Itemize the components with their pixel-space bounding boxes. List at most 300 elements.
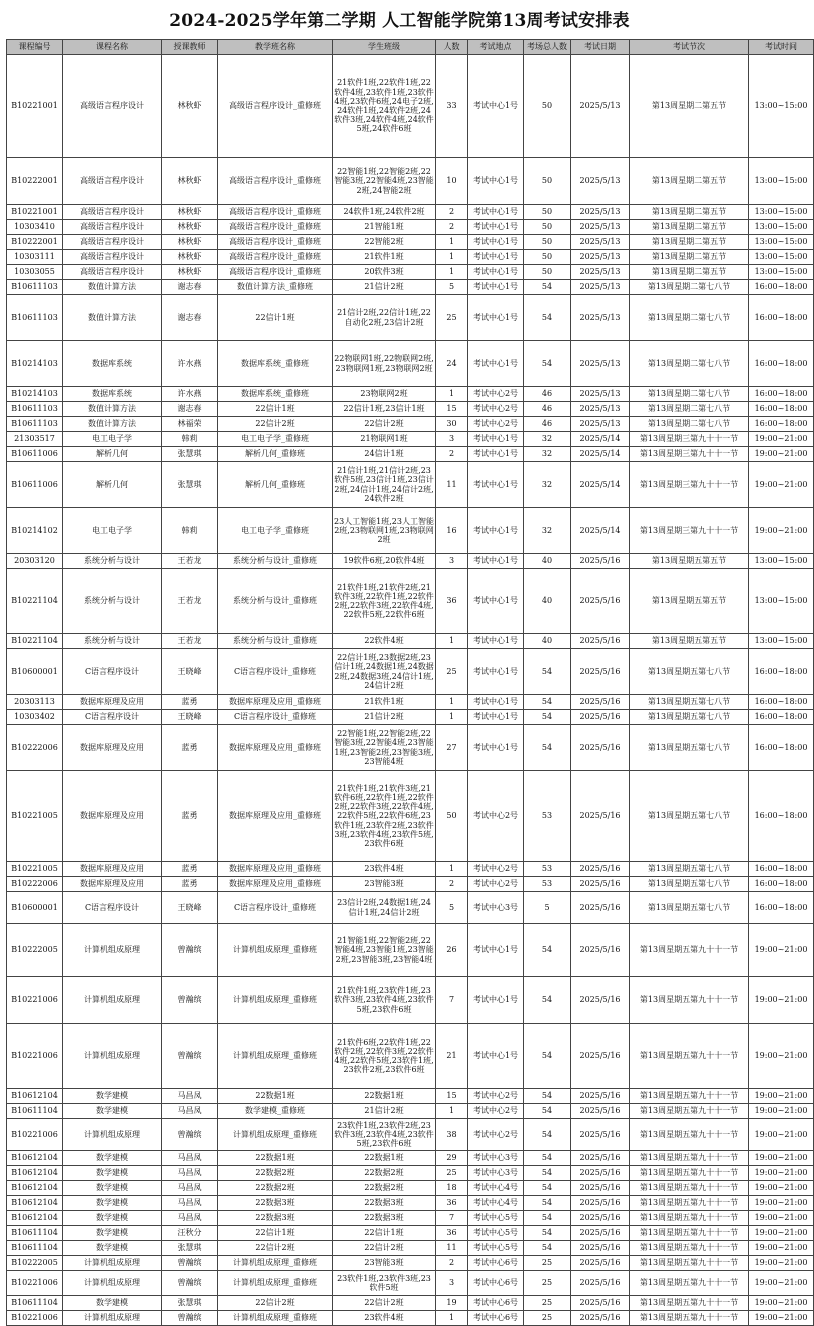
header-row <box>7 40 814 55</box>
cell-student-class: 23软件4班 <box>333 862 436 877</box>
cell-period: 第13周星期五第七八节 <box>630 649 749 695</box>
cell-count: 11 <box>436 1241 468 1256</box>
cell-time: 13:00~15:00 <box>749 554 814 569</box>
cell-student-class: 22智能2班 <box>333 235 436 250</box>
table-row <box>7 1181 814 1196</box>
cell-room-capacity: 54 <box>524 1024 571 1089</box>
cell-course-name: 数学建模 <box>63 1211 162 1226</box>
cell-teaching-class: 22信计1班 <box>218 295 333 341</box>
cell-time: 16:00~18:00 <box>749 417 814 432</box>
cell-count: 1 <box>436 695 468 710</box>
cell-date: 2025/5/16 <box>571 725 630 771</box>
cell-location: 考试中心2号 <box>468 1119 524 1151</box>
cell-course-name: 数学建模 <box>63 1226 162 1241</box>
cell-student-class: 21软件6班,22软件1班,22软件2班,22软件3班,22软件4班,22软件5班,23软件1班,23软件2班,23软件6班 <box>333 1024 436 1089</box>
cell-course-code: B10221005 <box>7 862 63 877</box>
cell-period: 第13周星期五第九十十一节 <box>630 1151 749 1166</box>
cell-course-code: B10611103 <box>7 417 63 432</box>
cell-time: 13:00~15:00 <box>749 569 814 634</box>
cell-student-class: 24信计1班 <box>333 447 436 462</box>
cell-period: 第13周星期五第九十十一节 <box>630 1119 749 1151</box>
cell-location: 考试中心1号 <box>468 220 524 235</box>
cell-teacher: 曾瀚缤 <box>162 924 218 977</box>
cell-count: 30 <box>436 417 468 432</box>
table-row <box>7 1256 814 1271</box>
cell-course-code: B10214102 <box>7 508 63 554</box>
cell-time: 19:00~21:00 <box>749 977 814 1024</box>
table-body <box>7 55 814 1326</box>
cell-teaching-class: 系统分析与设计_重修班 <box>218 554 333 569</box>
cell-room-capacity: 40 <box>524 634 571 649</box>
table-row <box>7 634 814 649</box>
cell-period: 第13周星期五第七八节 <box>630 877 749 892</box>
cell-course-name: 数学建模 <box>63 1296 162 1311</box>
cell-date: 2025/5/16 <box>571 1211 630 1226</box>
cell-period: 第13周星期三第九十十一节 <box>630 508 749 554</box>
cell-course-name: 数据库原理及应用 <box>63 862 162 877</box>
table-row <box>7 295 814 341</box>
cell-time: 16:00~18:00 <box>749 341 814 387</box>
cell-time: 16:00~18:00 <box>749 892 814 924</box>
cell-course-code: B10612104 <box>7 1181 63 1196</box>
cell-room-capacity: 32 <box>524 447 571 462</box>
cell-date: 2025/5/13 <box>571 235 630 250</box>
cell-time: 19:00~21:00 <box>749 1311 814 1326</box>
cell-time: 19:00~21:00 <box>749 1211 814 1226</box>
cell-course-name: 数学建模 <box>63 1104 162 1119</box>
cell-course-code: B10612104 <box>7 1196 63 1211</box>
cell-student-class: 21软件1班 <box>333 695 436 710</box>
table-row <box>7 1196 814 1211</box>
cell-teaching-class: 22信计2班 <box>218 1241 333 1256</box>
cell-teaching-class: 22数据1班 <box>218 1151 333 1166</box>
header-student-class: 学生班级 <box>333 40 436 55</box>
cell-teaching-class: 电工电子学_重修班 <box>218 432 333 447</box>
cell-teaching-class: 计算机组成原理_重修班 <box>218 1271 333 1296</box>
cell-time: 16:00~18:00 <box>749 695 814 710</box>
cell-location: 考试中心5号 <box>468 1211 524 1226</box>
cell-course-code: B10222005 <box>7 924 63 977</box>
cell-date: 2025/5/13 <box>571 220 630 235</box>
cell-time: 19:00~21:00 <box>749 1256 814 1271</box>
cell-student-class: 20软件3班 <box>333 265 436 280</box>
cell-course-code: B10221005 <box>7 771 63 862</box>
cell-period: 第13周星期五第九十十一节 <box>630 1226 749 1241</box>
cell-student-class: 22数据3班 <box>333 1211 436 1226</box>
cell-course-name: 数值计算方法 <box>63 402 162 417</box>
cell-location: 考试中心3号 <box>468 1151 524 1166</box>
cell-course-code: B10611103 <box>7 295 63 341</box>
cell-date: 2025/5/14 <box>571 432 630 447</box>
cell-count: 1 <box>436 250 468 265</box>
cell-teaching-class: 高级语言程序设计_重修班 <box>218 220 333 235</box>
cell-period: 第13周星期二第五节 <box>630 205 749 220</box>
table-row <box>7 1104 814 1119</box>
cell-time: 13:00~15:00 <box>749 158 814 205</box>
header-course-code: 课程编号 <box>7 40 63 55</box>
cell-course-code: B10221104 <box>7 634 63 649</box>
cell-course-code: B10611006 <box>7 462 63 508</box>
cell-course-code: B10221006 <box>7 1311 63 1326</box>
cell-teaching-class: 数学建模_重修班 <box>218 1104 333 1119</box>
cell-course-name: 数学建模 <box>63 1196 162 1211</box>
cell-teaching-class: 数据库原理及应用_重修班 <box>218 695 333 710</box>
cell-period: 第13周星期二第七八节 <box>630 295 749 341</box>
cell-time: 16:00~18:00 <box>749 280 814 295</box>
cell-room-capacity: 54 <box>524 710 571 725</box>
cell-time: 19:00~21:00 <box>749 1024 814 1089</box>
cell-count: 3 <box>436 432 468 447</box>
cell-course-name: 高级语言程序设计 <box>63 265 162 280</box>
cell-date: 2025/5/13 <box>571 417 630 432</box>
cell-room-capacity: 25 <box>524 1296 571 1311</box>
cell-room-capacity: 32 <box>524 462 571 508</box>
cell-time: 19:00~21:00 <box>749 1296 814 1311</box>
cell-period: 第13周星期五第九十十一节 <box>630 924 749 977</box>
cell-location: 考试中心4号 <box>468 1181 524 1196</box>
cell-date: 2025/5/13 <box>571 387 630 402</box>
cell-time: 16:00~18:00 <box>749 387 814 402</box>
cell-teacher: 蓝勇 <box>162 771 218 862</box>
cell-teacher: 马昌凤 <box>162 1211 218 1226</box>
cell-location: 考试中心1号 <box>468 462 524 508</box>
cell-time: 16:00~18:00 <box>749 862 814 877</box>
cell-time: 13:00~15:00 <box>749 265 814 280</box>
table-row <box>7 1151 814 1166</box>
cell-teaching-class: 计算机组成原理_重修班 <box>218 977 333 1024</box>
cell-date: 2025/5/16 <box>571 695 630 710</box>
table-row <box>7 1271 814 1296</box>
cell-count: 3 <box>436 554 468 569</box>
cell-teaching-class: 电工电子学_重修班 <box>218 508 333 554</box>
cell-location: 考试中心2号 <box>468 417 524 432</box>
table-row <box>7 387 814 402</box>
cell-count: 36 <box>436 1226 468 1241</box>
cell-student-class: 21软件1班,21软件2班,21软件3班,22软件1班,22软件2班,22软件3班,22软件4班,22软件5班,22软件6班 <box>333 569 436 634</box>
cell-period: 第13周星期五第七八节 <box>630 892 749 924</box>
cell-time: 13:00~15:00 <box>749 250 814 265</box>
cell-count: 15 <box>436 1089 468 1104</box>
cell-location: 考试中心1号 <box>468 447 524 462</box>
cell-student-class: 21软件1班,23软件1班,23软件3班,23软件4班,23软件5班,23软件6班 <box>333 977 436 1024</box>
cell-room-capacity: 54 <box>524 1119 571 1151</box>
cell-period: 第13周星期五第七八节 <box>630 695 749 710</box>
cell-date: 2025/5/16 <box>571 924 630 977</box>
cell-time: 16:00~18:00 <box>749 710 814 725</box>
cell-room-capacity: 46 <box>524 402 571 417</box>
cell-course-code: B10214103 <box>7 341 63 387</box>
cell-date: 2025/5/16 <box>571 1271 630 1296</box>
cell-location: 考试中心1号 <box>468 710 524 725</box>
cell-teacher: 曾瀚缤 <box>162 1256 218 1271</box>
cell-count: 1 <box>436 634 468 649</box>
cell-teaching-class: 解析几何_重修班 <box>218 447 333 462</box>
cell-count: 2 <box>436 205 468 220</box>
cell-teaching-class: C语言程序设计_重修班 <box>218 710 333 725</box>
cell-room-capacity: 46 <box>524 417 571 432</box>
cell-course-name: 数学建模 <box>63 1166 162 1181</box>
cell-teacher: 张慧琪 <box>162 447 218 462</box>
cell-time: 13:00~15:00 <box>749 55 814 158</box>
cell-location: 考试中心5号 <box>468 1226 524 1241</box>
cell-student-class: 23信计2班,24数据1班,24信计1班,24信计2班 <box>333 892 436 924</box>
table-row <box>7 235 814 250</box>
cell-count: 24 <box>436 341 468 387</box>
cell-count: 21 <box>436 1024 468 1089</box>
cell-room-capacity: 50 <box>524 205 571 220</box>
cell-teaching-class: 22信计1班 <box>218 402 333 417</box>
cell-teacher: 曾瀚缤 <box>162 1271 218 1296</box>
table-row <box>7 402 814 417</box>
cell-period: 第13周星期二第五节 <box>630 235 749 250</box>
cell-student-class: 22软件4班 <box>333 634 436 649</box>
cell-time: 19:00~21:00 <box>749 1181 814 1196</box>
cell-date: 2025/5/16 <box>571 1024 630 1089</box>
cell-student-class: 22信计1班,23数据2班,23信计1班,24数据1班,24数据2班,24数据3班,24信计1班,24信计2班 <box>333 649 436 695</box>
cell-student-class: 22数据3班 <box>333 1196 436 1211</box>
cell-room-capacity: 40 <box>524 554 571 569</box>
cell-period: 第13周星期二第七八节 <box>630 417 749 432</box>
cell-date: 2025/5/13 <box>571 205 630 220</box>
cell-teacher: 马昌凤 <box>162 1166 218 1181</box>
cell-course-name: 数据库原理及应用 <box>63 771 162 862</box>
cell-count: 33 <box>436 55 468 158</box>
cell-teacher: 马昌凤 <box>162 1181 218 1196</box>
cell-room-capacity: 54 <box>524 1151 571 1166</box>
cell-room-capacity: 53 <box>524 862 571 877</box>
cell-count: 19 <box>436 1296 468 1311</box>
cell-course-code: 21303517 <box>7 432 63 447</box>
cell-date: 2025/5/16 <box>571 1256 630 1271</box>
cell-date: 2025/5/16 <box>571 977 630 1024</box>
cell-teacher: 谢志春 <box>162 280 218 295</box>
cell-location: 考试中心1号 <box>468 280 524 295</box>
cell-date: 2025/5/13 <box>571 265 630 280</box>
cell-teaching-class: 高级语言程序设计_重修班 <box>218 235 333 250</box>
cell-date: 2025/5/16 <box>571 710 630 725</box>
cell-room-capacity: 5 <box>524 892 571 924</box>
table-row <box>7 1241 814 1256</box>
cell-teacher: 王若龙 <box>162 554 218 569</box>
cell-count: 2 <box>436 877 468 892</box>
cell-date: 2025/5/16 <box>571 554 630 569</box>
cell-teaching-class: 22信计1班 <box>218 1226 333 1241</box>
cell-course-name: 高级语言程序设计 <box>63 250 162 265</box>
cell-student-class: 21智能1班,22智能2班,22智能4班,23智能1班,23智能2班,23智能3班,23智能4班 <box>333 924 436 977</box>
cell-location: 考试中心1号 <box>468 235 524 250</box>
cell-course-name: 计算机组成原理 <box>63 924 162 977</box>
cell-room-capacity: 54 <box>524 725 571 771</box>
cell-location: 考试中心2号 <box>468 402 524 417</box>
cell-teaching-class: 计算机组成原理_重修班 <box>218 1024 333 1089</box>
cell-period: 第13周星期三第九十十一节 <box>630 462 749 508</box>
cell-period: 第13周星期五第五节 <box>630 569 749 634</box>
cell-teacher: 马昌凤 <box>162 1196 218 1211</box>
cell-location: 考试中心1号 <box>468 924 524 977</box>
cell-course-code: B10221001 <box>7 205 63 220</box>
table-row <box>7 55 814 158</box>
cell-course-code: B10222001 <box>7 158 63 205</box>
cell-date: 2025/5/13 <box>571 280 630 295</box>
cell-teacher: 许水燕 <box>162 387 218 402</box>
cell-course-code: B10612104 <box>7 1089 63 1104</box>
cell-teacher: 马昌凤 <box>162 1104 218 1119</box>
cell-teaching-class: 系统分析与设计_重修班 <box>218 569 333 634</box>
cell-course-code: B10600001 <box>7 892 63 924</box>
cell-time: 16:00~18:00 <box>749 877 814 892</box>
header-count: 人数 <box>436 40 468 55</box>
cell-course-code: B10612104 <box>7 1151 63 1166</box>
cell-count: 25 <box>436 649 468 695</box>
cell-course-name: 数学建模 <box>63 1181 162 1196</box>
cell-period: 第13周星期二第七八节 <box>630 402 749 417</box>
cell-course-name: 计算机组成原理 <box>63 1311 162 1326</box>
cell-teacher: 韩莉 <box>162 508 218 554</box>
cell-date: 2025/5/16 <box>571 1119 630 1151</box>
cell-date: 2025/5/16 <box>571 1151 630 1166</box>
cell-date: 2025/5/13 <box>571 158 630 205</box>
cell-student-class: 19软件6班,20软件4班 <box>333 554 436 569</box>
cell-teacher: 林秋虾 <box>162 265 218 280</box>
cell-teacher: 王晓峰 <box>162 710 218 725</box>
cell-teaching-class: 系统分析与设计_重修班 <box>218 634 333 649</box>
cell-period: 第13周星期二第五节 <box>630 55 749 158</box>
cell-time: 13:00~15:00 <box>749 634 814 649</box>
cell-location: 考试中心1号 <box>468 634 524 649</box>
cell-course-name: 系统分析与设计 <box>63 569 162 634</box>
cell-course-name: 数学建模 <box>63 1151 162 1166</box>
cell-location: 考试中心3号 <box>468 1166 524 1181</box>
cell-student-class: 22信计2班 <box>333 417 436 432</box>
cell-period: 第13周星期五第九十十一节 <box>630 1166 749 1181</box>
exam-table <box>6 39 814 1326</box>
cell-period: 第13周星期五第七八节 <box>630 771 749 862</box>
cell-period: 第13周星期五第九十十一节 <box>630 1311 749 1326</box>
cell-student-class: 23软件1班,23软件2班,23软件3班,23软件4班,23软件5班,23软件6班 <box>333 1119 436 1151</box>
cell-course-name: 数值计算方法 <box>63 417 162 432</box>
cell-teacher: 王若龙 <box>162 634 218 649</box>
cell-teacher: 林秋虾 <box>162 220 218 235</box>
table-row <box>7 447 814 462</box>
cell-date: 2025/5/13 <box>571 295 630 341</box>
cell-teacher: 谢志春 <box>162 295 218 341</box>
cell-location: 考试中心5号 <box>468 1241 524 1256</box>
cell-course-name: 计算机组成原理 <box>63 1271 162 1296</box>
cell-date: 2025/5/16 <box>571 634 630 649</box>
cell-room-capacity: 53 <box>524 771 571 862</box>
cell-count: 2 <box>436 447 468 462</box>
cell-teacher: 马昌凤 <box>162 1089 218 1104</box>
cell-time: 19:00~21:00 <box>749 924 814 977</box>
cell-period: 第13周星期二第七八节 <box>630 387 749 402</box>
cell-count: 7 <box>436 1211 468 1226</box>
cell-teacher: 王晓峰 <box>162 892 218 924</box>
cell-student-class: 21智能1班 <box>333 220 436 235</box>
cell-room-capacity: 25 <box>524 1311 571 1326</box>
cell-time: 16:00~18:00 <box>749 295 814 341</box>
cell-teaching-class: 22数据2班 <box>218 1181 333 1196</box>
cell-student-class: 22智能1班,22智能2班,22智能3班,22智能4班,23智能1班,23智能2班,23智能3班,23智能4班 <box>333 725 436 771</box>
header-room-capacity: 考场总人数 <box>524 40 571 55</box>
cell-room-capacity: 54 <box>524 280 571 295</box>
cell-teaching-class: 高级语言程序设计_重修班 <box>218 250 333 265</box>
cell-teaching-class: C语言程序设计_重修班 <box>218 649 333 695</box>
cell-date: 2025/5/13 <box>571 341 630 387</box>
cell-course-code: B10221001 <box>7 55 63 158</box>
table-row <box>7 554 814 569</box>
cell-date: 2025/5/16 <box>571 1311 630 1326</box>
cell-period: 第13周星期二第七八节 <box>630 280 749 295</box>
cell-teacher: 蓝勇 <box>162 695 218 710</box>
cell-teacher: 曾瀚缤 <box>162 1119 218 1151</box>
cell-student-class: 21信计2班 <box>333 1104 436 1119</box>
cell-course-code: B10221006 <box>7 1024 63 1089</box>
cell-student-class: 22物联网1班,22物联网2班,23物联网1班,23物联网2班 <box>333 341 436 387</box>
cell-student-class: 21软件1班,21软件3班,21软件6班,22软件1班,22软件2班,22软件3班,22软件4班,22软件5班,22软件6班,23软件1班,23软件2班,23软件3班,23软件4班,23软件5班,23软件6班 <box>333 771 436 862</box>
cell-location: 考试中心1号 <box>468 649 524 695</box>
cell-course-code: B10611104 <box>7 1226 63 1241</box>
cell-student-class: 21软件1班,22软件1班,22软件4班,23软件1班,23软件4班,23软件6班,24电子2班,24软件1班,24软件2班,24软件3班,24软件4班,24软件5班,24软件6班 <box>333 55 436 158</box>
cell-student-class: 22数据1班 <box>333 1089 436 1104</box>
cell-period: 第13周星期五第九十十一节 <box>630 1241 749 1256</box>
cell-room-capacity: 54 <box>524 1166 571 1181</box>
cell-room-capacity: 54 <box>524 695 571 710</box>
cell-date: 2025/5/16 <box>571 1296 630 1311</box>
cell-time: 19:00~21:00 <box>749 1104 814 1119</box>
cell-location: 考试中心2号 <box>468 862 524 877</box>
page-title: 2024-2025学年第二学期 人工智能学院第13周考试安排表 <box>169 11 630 31</box>
cell-date: 2025/5/14 <box>571 462 630 508</box>
cell-location: 考试中心1号 <box>468 1024 524 1089</box>
cell-course-code: B10612104 <box>7 1166 63 1181</box>
cell-teacher: 林秋虾 <box>162 235 218 250</box>
cell-count: 1 <box>436 387 468 402</box>
table-row <box>7 710 814 725</box>
cell-room-capacity: 54 <box>524 295 571 341</box>
cell-course-name: C语言程序设计 <box>63 892 162 924</box>
cell-room-capacity: 54 <box>524 1104 571 1119</box>
table-row <box>7 1226 814 1241</box>
table-row <box>7 205 814 220</box>
cell-teaching-class: 计算机组成原理_重修班 <box>218 1311 333 1326</box>
cell-room-capacity: 50 <box>524 55 571 158</box>
cell-room-capacity: 50 <box>524 250 571 265</box>
cell-course-name: 解析几何 <box>63 447 162 462</box>
cell-location: 考试中心6号 <box>468 1256 524 1271</box>
cell-location: 考试中心1号 <box>468 341 524 387</box>
cell-student-class: 21物联网1班 <box>333 432 436 447</box>
cell-count: 10 <box>436 158 468 205</box>
cell-course-name: 高级语言程序设计 <box>63 235 162 250</box>
cell-date: 2025/5/13 <box>571 402 630 417</box>
cell-room-capacity: 46 <box>524 387 571 402</box>
cell-time: 19:00~21:00 <box>749 1226 814 1241</box>
cell-date: 2025/5/16 <box>571 1089 630 1104</box>
cell-time: 16:00~18:00 <box>749 771 814 862</box>
cell-date: 2025/5/13 <box>571 55 630 158</box>
cell-course-name: 数学建模 <box>63 1089 162 1104</box>
cell-course-code: B10611104 <box>7 1296 63 1311</box>
cell-period: 第13周星期五第九十十一节 <box>630 1181 749 1196</box>
table-row <box>7 220 814 235</box>
table-row <box>7 1311 814 1326</box>
cell-period: 第13周星期二第五节 <box>630 250 749 265</box>
cell-course-name: 电工电子学 <box>63 508 162 554</box>
cell-date: 2025/5/16 <box>571 1196 630 1211</box>
cell-period: 第13周星期五第五节 <box>630 634 749 649</box>
cell-teacher: 曾瀚缤 <box>162 1024 218 1089</box>
table-row <box>7 432 814 447</box>
